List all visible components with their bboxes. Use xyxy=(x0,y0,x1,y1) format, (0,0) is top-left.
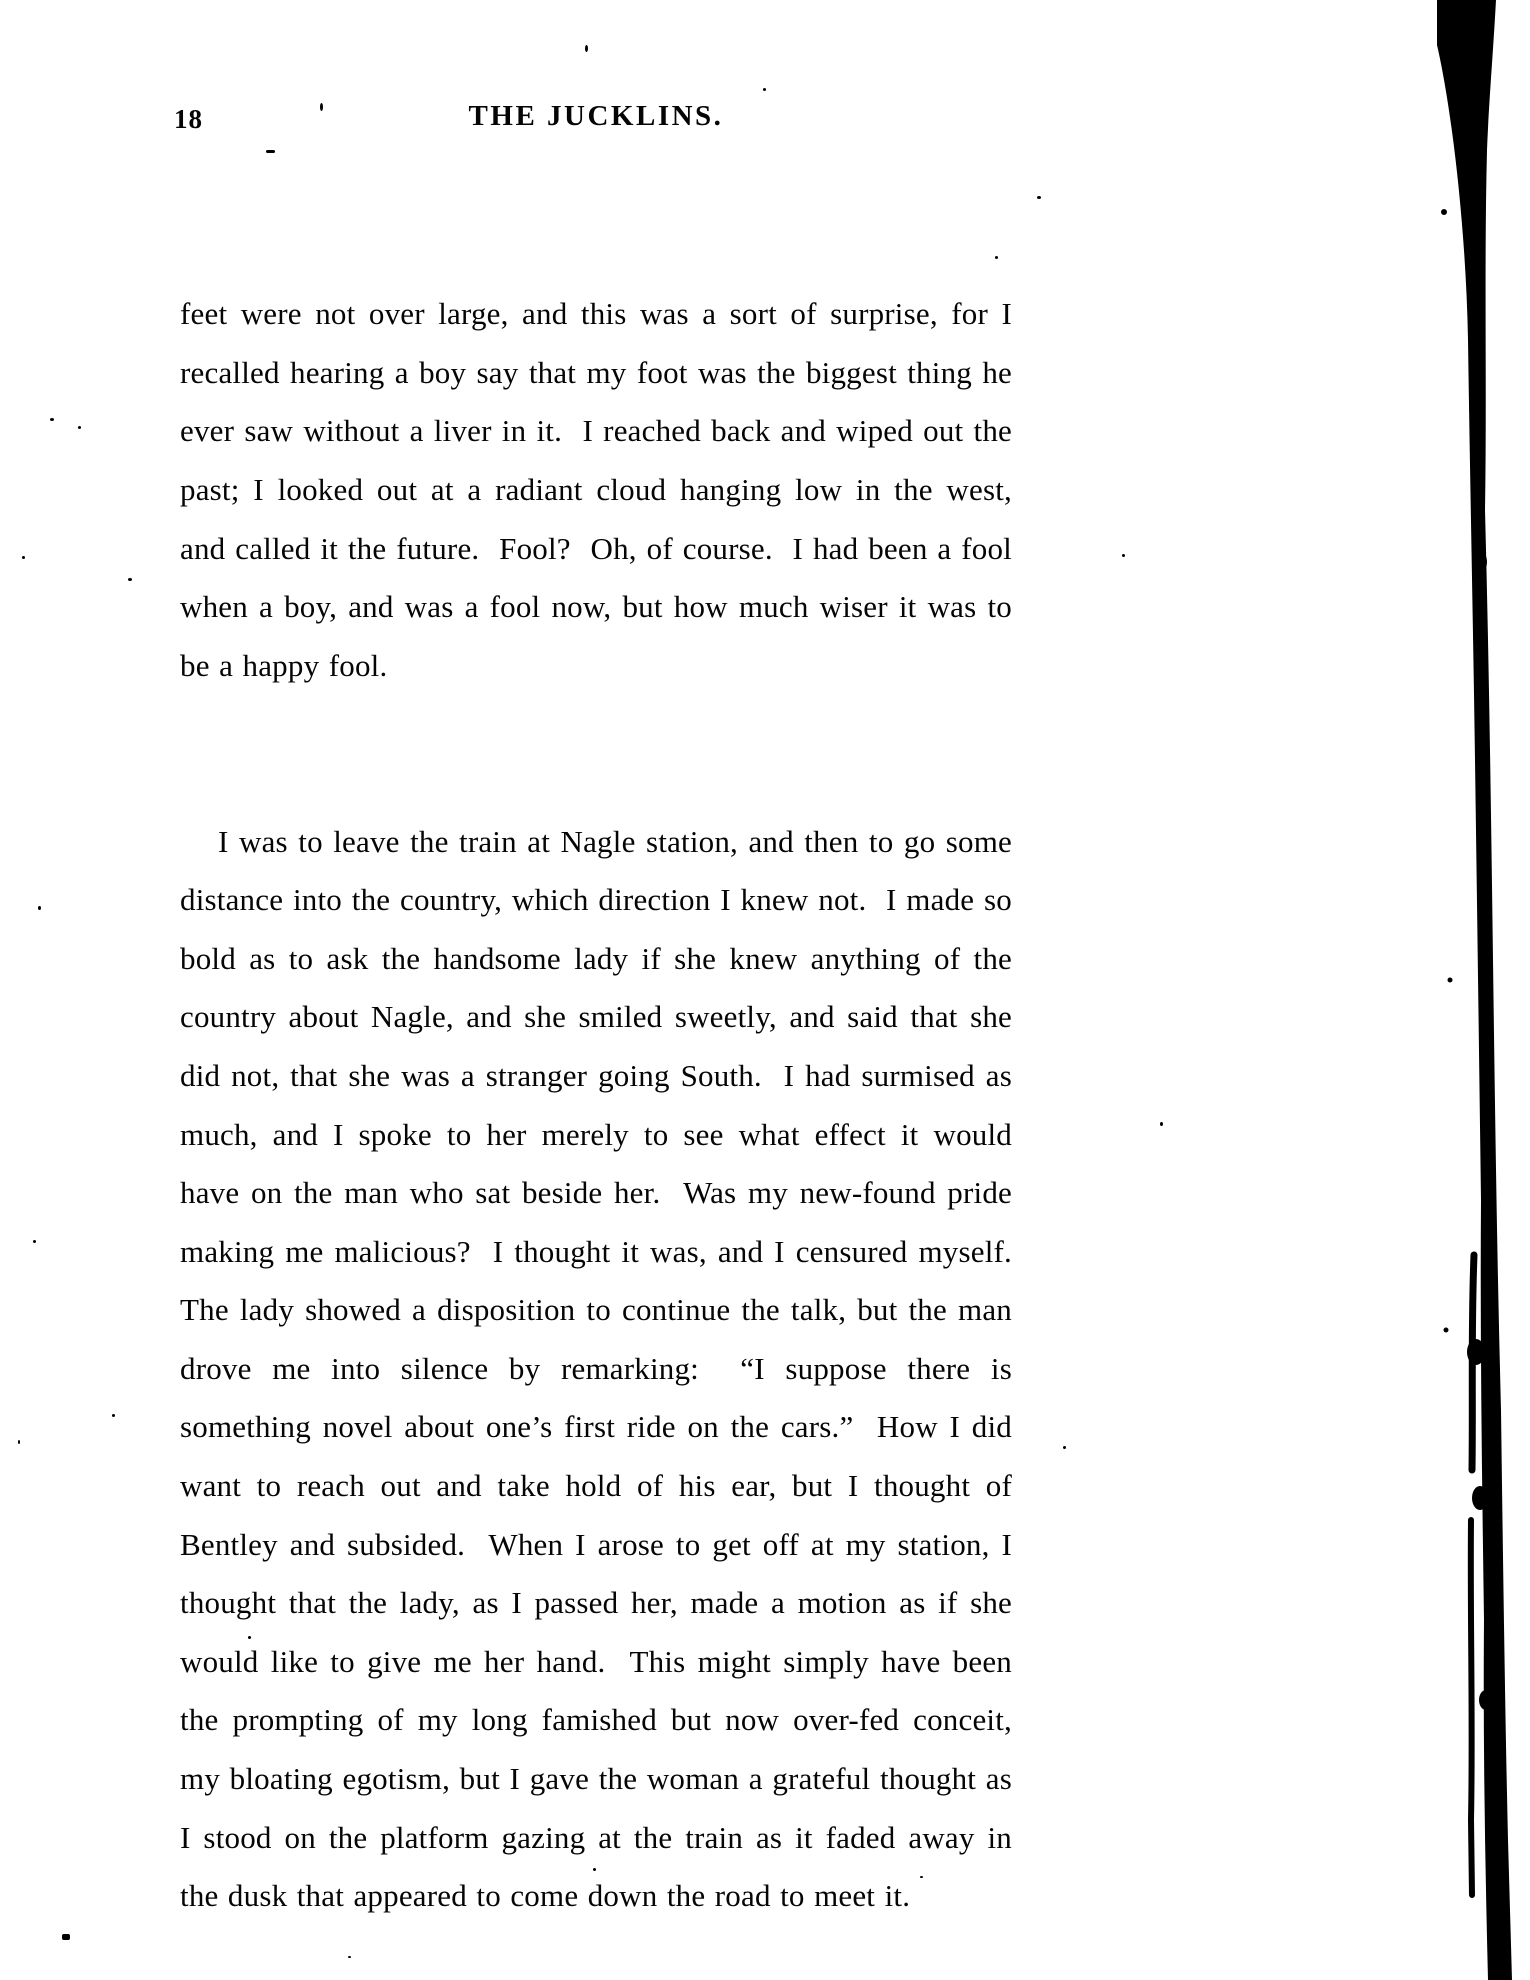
page-number: 18 xyxy=(174,104,203,134)
scan-speck xyxy=(920,1876,923,1878)
scan-speck xyxy=(78,426,81,429)
scan-speck xyxy=(1037,196,1041,199)
scan-speck xyxy=(38,906,41,910)
scan-speck xyxy=(1122,554,1125,557)
page-body xyxy=(180,168,1031,1980)
scan-speck xyxy=(348,1956,351,1958)
scan-speck xyxy=(22,556,25,559)
scan-speck xyxy=(995,256,998,259)
scan-speck xyxy=(112,1414,115,1417)
scan-speck xyxy=(593,1868,596,1871)
page-header xyxy=(174,100,1012,140)
scan-speck xyxy=(585,45,588,52)
scan-speck xyxy=(33,1240,36,1243)
scan-speck xyxy=(128,578,132,581)
paragraph-1: feet were not over large, and this was a sort of surprise, for I recalled hearing a boy say that my foot was the biggest thing he ever saw without a liver in it. I reached back and wiped out the past; I looked out at a radiant cloud hanging low in the west, and called it the future. Fool? Oh, of course. I had been a fool when a boy, and was a fool now, but how much wiser it was to be a happy fool. xyxy=(180,296,1022,683)
running-title: THE JUCKLINS. xyxy=(468,100,724,132)
scan-speck xyxy=(1063,1446,1066,1449)
scan-speck xyxy=(1160,1122,1163,1126)
paragraph-2: I was to leave the train at Nagle station, and then to go some distance into the country, which direction I knew not. I made so bold as to ask the handsome lady if she knew anything of the country about Nagle, and she smiled sweetly, and said that she did not, that she was a stranger going South. I had surmised as much, and I spoke to her merely to see what effect it would have on the man who sat beside her. Was my new-found pride making me malicious? I thought it was, and I censured myself. The lady showed a disposition to continue the talk, but the man drove me into silence by remarking: “I suppose there is something novel about one’s first ride on the cars.” How I did want to reach out and take hold of his ear, but I thought of Bentley and subsided. When I arose to get off at my station, I thought that the lady, as I passed her, made a motion as if she would like to give me her hand. This might simply have been the prompting of my long famished but now over-fed conceit, my bloating egotism, but I gave the woman a grateful thought as I stood on the platform gazing at the train as it faded away in the dusk that appeared to come down the road to meet it. xyxy=(180,823,1031,1914)
scan-speck xyxy=(320,103,323,111)
scan-speck xyxy=(50,418,54,421)
scan-speck xyxy=(763,88,766,91)
scan-speck xyxy=(266,150,275,153)
binding-gutter-artifact xyxy=(1430,0,1530,1980)
scan-speck xyxy=(18,1440,20,1444)
scan-speck xyxy=(62,1934,70,1940)
scan-speck xyxy=(248,1636,251,1639)
